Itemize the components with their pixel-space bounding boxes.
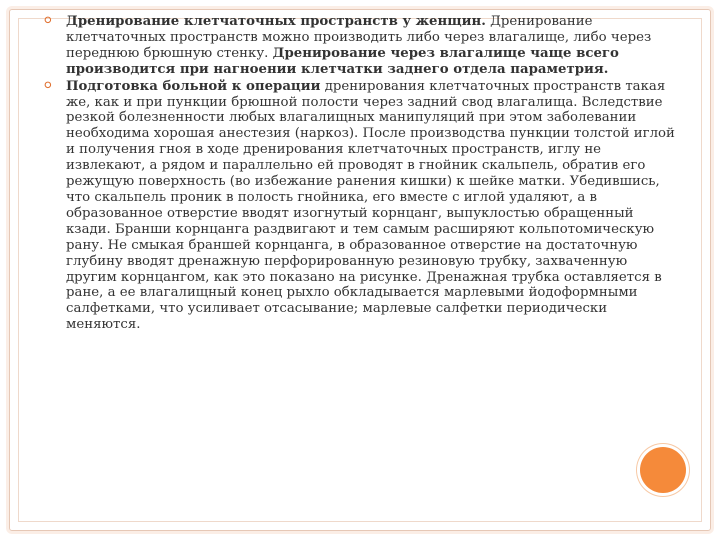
bullet-marker-icon: ⚪ xyxy=(42,13,54,29)
bullet-heading: Дренирование клетчаточных пространств у женщин. xyxy=(66,14,486,29)
bullet-text: Дренирование клетчаточных пространств можно производить либо через влагалище, либо через переднюю брюшную стенку. xyxy=(66,14,652,61)
bullet-heading: Подготовка больной к операции xyxy=(66,78,321,94)
bullet-item-1 xyxy=(42,14,677,78)
slide-content xyxy=(42,14,677,334)
decorative-circle-icon xyxy=(640,447,686,493)
bullet-item-2 xyxy=(42,79,677,334)
bullet-text: дренирования клетчаточных пространств такая же, как и при пункции брюшной полости через задний свод влагалища. Вследствие резкой болезненности любых влагалищных манипуляций при этом заболевании необходима хорошая анестезия (наркоз). После производства пункции толстой иглой и получения гноя в ходе дренирования клетчаточных пространств, иглу не извлекают, а рядом и параллельно ей проводят в гнойник скальпель, обратив его режущую поверхность (во избежание ранения кишки) к шейке матки. Убедившись, что скальпель проник в полость гнойника, его вместе с иглой удаляют, а в образованное отверстие вводят изогнутый корнцанг, выпуклостью обращенный кзади. Бранши корнцанга раздвигают и тем самым расширяют кольпотомическую рану. Не смыкая браншей корнцанга, в образованное отверстие на достаточную глубину вводят дренажную перфорированную резиновую трубку, захваченную другим корнцангом, как это показано на рисунке. Дренажная трубка оставляется в ране, а ее влагалищный конец рыхло обкладывается марлевыми йодоформными салфетками, что усиливает отсасывание; марлевые салфетки периодически меняются. xyxy=(66,78,675,333)
bullet-bold-text: Дренирование через влагалище чаще всего производится при нагноении клетчатки заднего отдела параметрия. xyxy=(66,45,619,77)
bullet-marker-icon: ⚪ xyxy=(42,77,54,94)
